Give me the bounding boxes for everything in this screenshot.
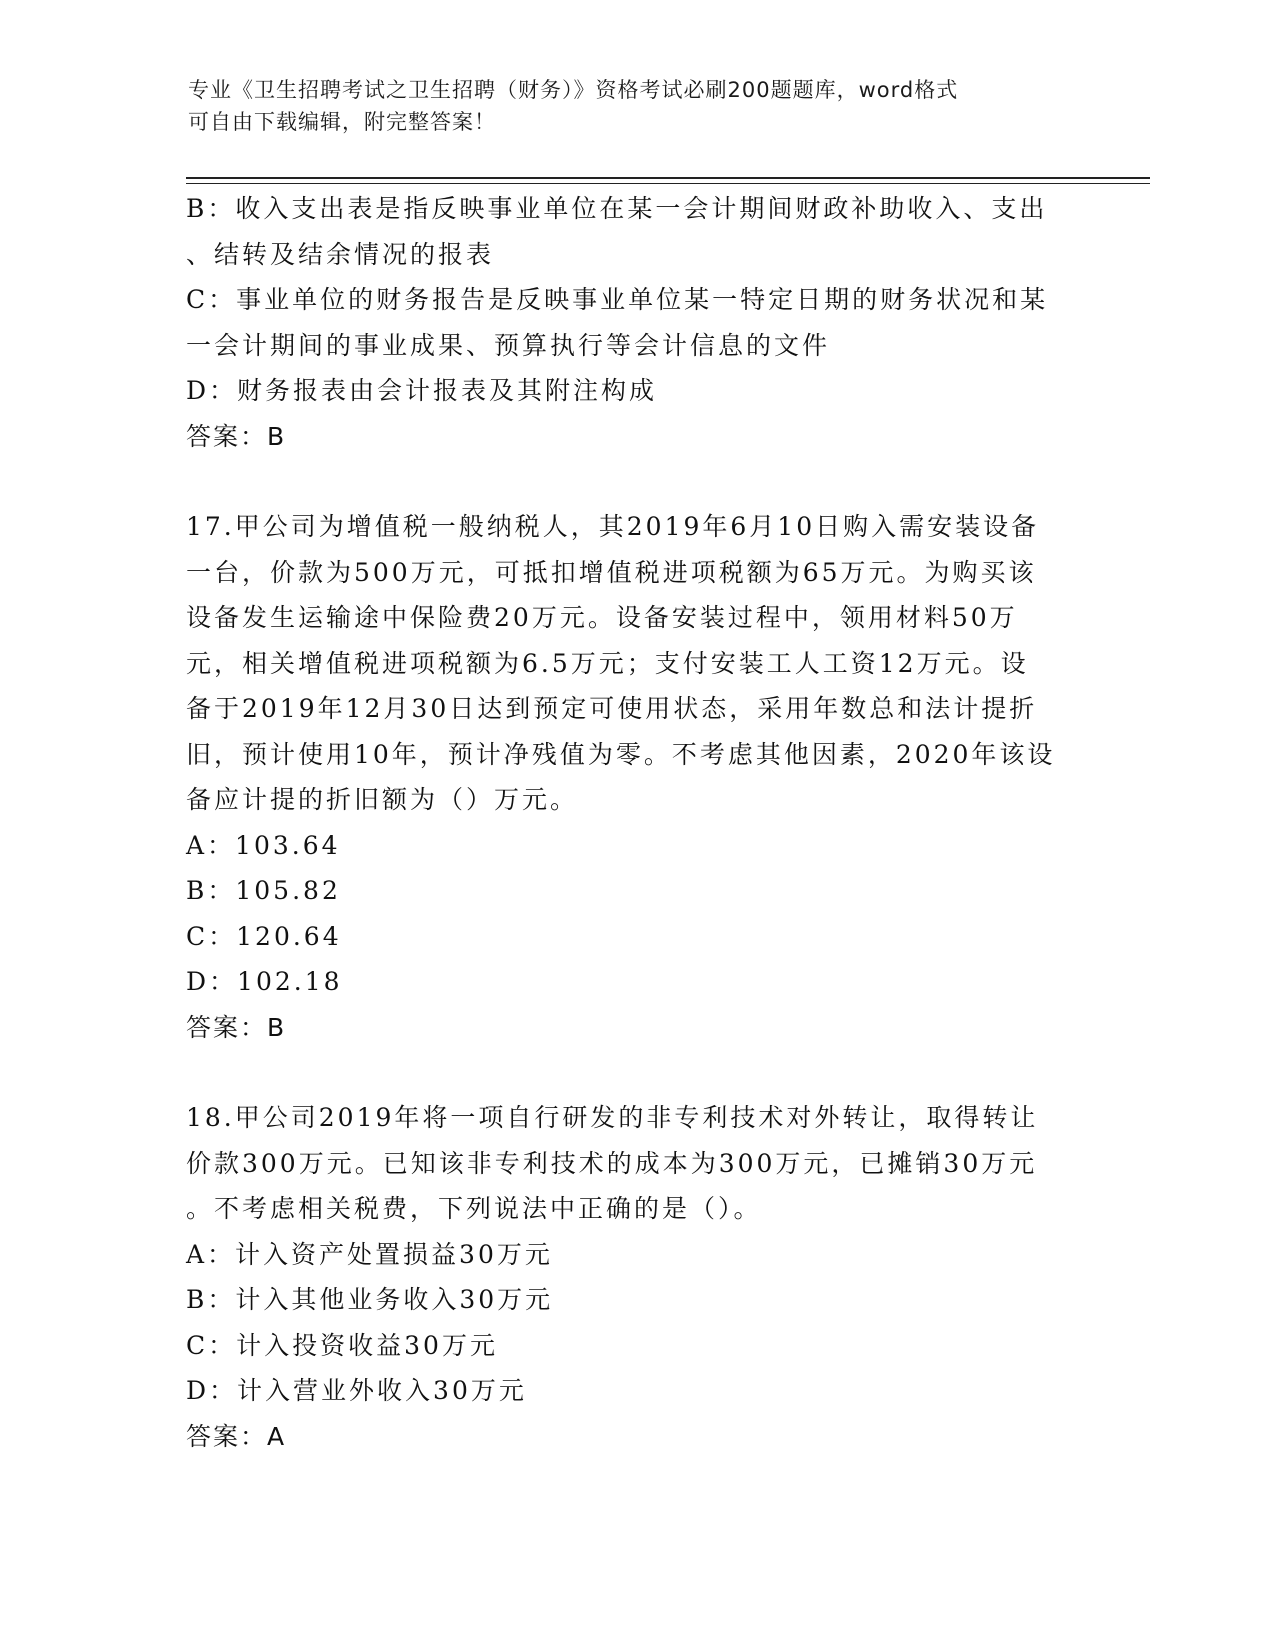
- spacer: [186, 1050, 1086, 1095]
- q17-stem-line: 元，相关增值税进项税额为6.5万元；支付安装工人工资12万元。设: [186, 648, 1029, 678]
- q18-option-d: D：计入营业外收入30万元: [186, 1376, 527, 1405]
- spacer: [186, 459, 1086, 504]
- q17-stem-line: 旧，预计使用10年，预计净残值为零。不考虑其他因素，2020年该设: [186, 739, 1056, 769]
- header-divider-thick: [186, 177, 1150, 179]
- header-line-1: 专业《卫生招聘考试之卫生招聘（财务）》资格考试必刷200题题库，word格式: [188, 78, 959, 102]
- q17-option-d: D：102.18: [186, 967, 343, 996]
- q18-stem-line: 价款300万元。已知该非专利技术的成本为300万元，已摊销30万元: [186, 1148, 1038, 1178]
- header-line-2: 可自由下载编辑，附完整答案！: [188, 110, 496, 134]
- q18-option-c: C：计入投资收益30万元: [186, 1330, 498, 1360]
- q16-option-d: D：财务报表由会计报表及其附注构成: [186, 376, 658, 405]
- document-body: [186, 186, 1086, 1459]
- q18-stem-line: 。不考虑相关税费，下列说法中正确的是（）。: [186, 1194, 762, 1223]
- q17-stem-line: 一台，价款为500万元，可抵扣增值税进项税额为65万元。为购买该: [186, 557, 1037, 587]
- header-divider-thin: [186, 183, 1150, 184]
- q17-stem-line: 设备发生运输途中保险费20万元。设备安装过程中，领用材料50万: [186, 603, 1018, 632]
- q17-answer: 答案：B: [186, 1012, 287, 1042]
- q17-stem-line: 备于2019年12月30日达到预定可使用状态，采用年数总和法计提折: [186, 694, 1038, 723]
- q18-option-a: A：计入资产处置损益30万元: [186, 1239, 553, 1269]
- q17-stem-line: 备应计提的折旧额为（）万元。: [186, 785, 579, 814]
- q16-answer: 答案：B: [186, 421, 287, 451]
- q16-option-b-line-2: 、结转及结余情况的报表: [186, 239, 495, 269]
- q17-option-b: B：105.82: [186, 876, 341, 905]
- document-header: [188, 74, 1068, 138]
- q18-stem-line: 18.甲公司2019年将一项自行研发的非专利技术对外转让，取得转让: [186, 1103, 1039, 1132]
- q18-option-b: B：计入其他业务收入30万元: [186, 1285, 554, 1314]
- q16-option-b-line-1: B：收入支出表是指反映事业单位在某一会计期间财政补助收入、支出: [186, 194, 1048, 223]
- q18-answer: 答案：A: [186, 1421, 287, 1451]
- q17-stem-line: 17.甲公司为增值税一般纳税人，其2019年6月10日购入需安装设备: [186, 512, 1040, 541]
- q17-option-c: C：120.64: [186, 921, 342, 951]
- q17-option-a: A：103.64: [186, 830, 341, 860]
- q16-option-c-line-2: 一会计期间的事业成果、预算执行等会计信息的文件: [186, 330, 831, 360]
- q16-option-c-line-1: C：事业单位的财务报告是反映事业单位某一特定日期的财务状况和某: [186, 285, 1049, 314]
